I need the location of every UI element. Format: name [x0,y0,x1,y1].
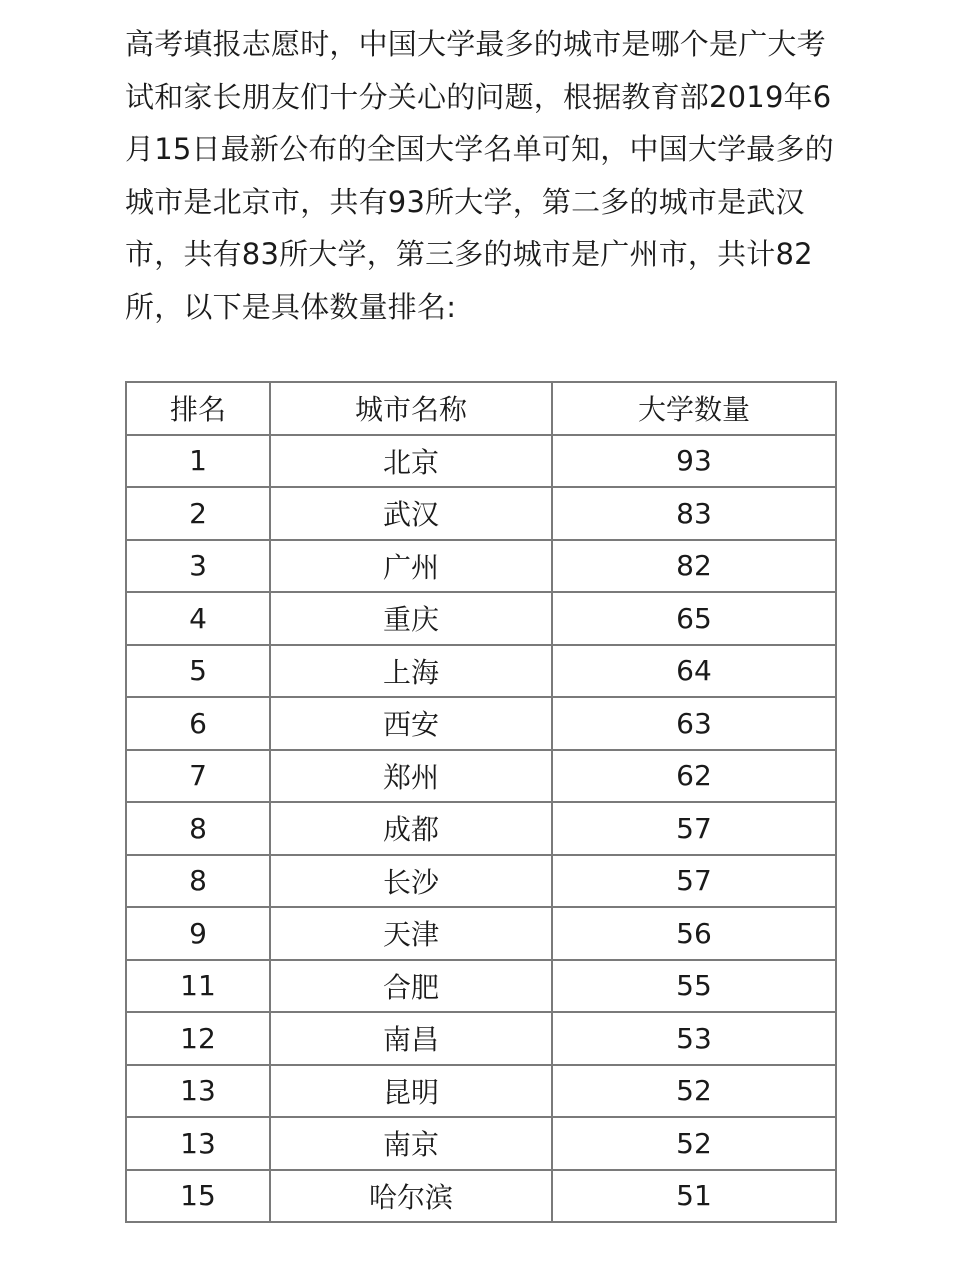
cell-city: 昆明 [270,1065,552,1118]
header-rank: 排名 [126,382,270,435]
cell-rank: 6 [126,697,270,750]
university-ranking-table [125,381,837,1223]
table-row [126,540,836,593]
cell-count: 55 [552,960,836,1013]
cell-count: 52 [552,1065,836,1118]
cell-count: 93 [552,435,836,488]
table-row [126,1117,836,1170]
cell-city: 广州 [270,540,552,593]
cell-count: 63 [552,697,836,750]
cell-rank: 9 [126,907,270,960]
cell-city: 合肥 [270,960,552,1013]
header-count: 大学数量 [552,382,836,435]
cell-city: 哈尔滨 [270,1170,552,1223]
intro-paragraph: 高考填报志愿时，中国大学最多的城市是哪个是广大考试和家长朋友们十分关心的问题，根据教育部2019年6月15日最新公布的全国大学名单可知，中国大学最多的城市是北京市，共有93所大学，第二多的城市是武汉市，共有83所大学，第三多的城市是广州市，共计82所，以下是具体数量排名: [125,27,834,324]
table-row [126,487,836,540]
cell-city: 北京 [270,435,552,488]
cell-count: 64 [552,645,836,698]
cell-rank: 5 [126,645,270,698]
table-row [126,697,836,750]
table-row [126,1170,836,1223]
table-row [126,435,836,488]
cell-count: 65 [552,592,836,645]
table-row [126,592,836,645]
cell-rank: 13 [126,1117,270,1170]
cell-count: 52 [552,1117,836,1170]
cell-rank: 3 [126,540,270,593]
cell-rank: 12 [126,1012,270,1065]
table-row [126,645,836,698]
ranking-table-container [125,381,835,1223]
table-row [126,907,836,960]
table-row [126,750,836,803]
table-row [126,855,836,908]
table-header-row [126,382,836,435]
table-row [126,1012,836,1065]
cell-count: 82 [552,540,836,593]
cell-count: 57 [552,855,836,908]
cell-city: 重庆 [270,592,552,645]
cell-rank: 15 [126,1170,270,1223]
cell-count: 57 [552,802,836,855]
cell-city: 天津 [270,907,552,960]
cell-rank: 2 [126,487,270,540]
cell-count: 56 [552,907,836,960]
cell-city: 长沙 [270,855,552,908]
cell-city: 武汉 [270,487,552,540]
cell-city: 南京 [270,1117,552,1170]
table-row [126,960,836,1013]
table-row [126,802,836,855]
cell-rank: 11 [126,960,270,1013]
cell-rank: 7 [126,750,270,803]
cell-count: 53 [552,1012,836,1065]
cell-count: 51 [552,1170,836,1223]
cell-rank: 1 [126,435,270,488]
cell-rank: 8 [126,855,270,908]
cell-city: 郑州 [270,750,552,803]
cell-rank: 8 [126,802,270,855]
cell-rank: 13 [126,1065,270,1118]
cell-city: 南昌 [270,1012,552,1065]
cell-count: 83 [552,487,836,540]
cell-count: 62 [552,750,836,803]
cell-city: 成都 [270,802,552,855]
cell-city: 西安 [270,697,552,750]
cell-rank: 4 [126,592,270,645]
header-city: 城市名称 [270,382,552,435]
table-row [126,1065,836,1118]
cell-city: 上海 [270,645,552,698]
